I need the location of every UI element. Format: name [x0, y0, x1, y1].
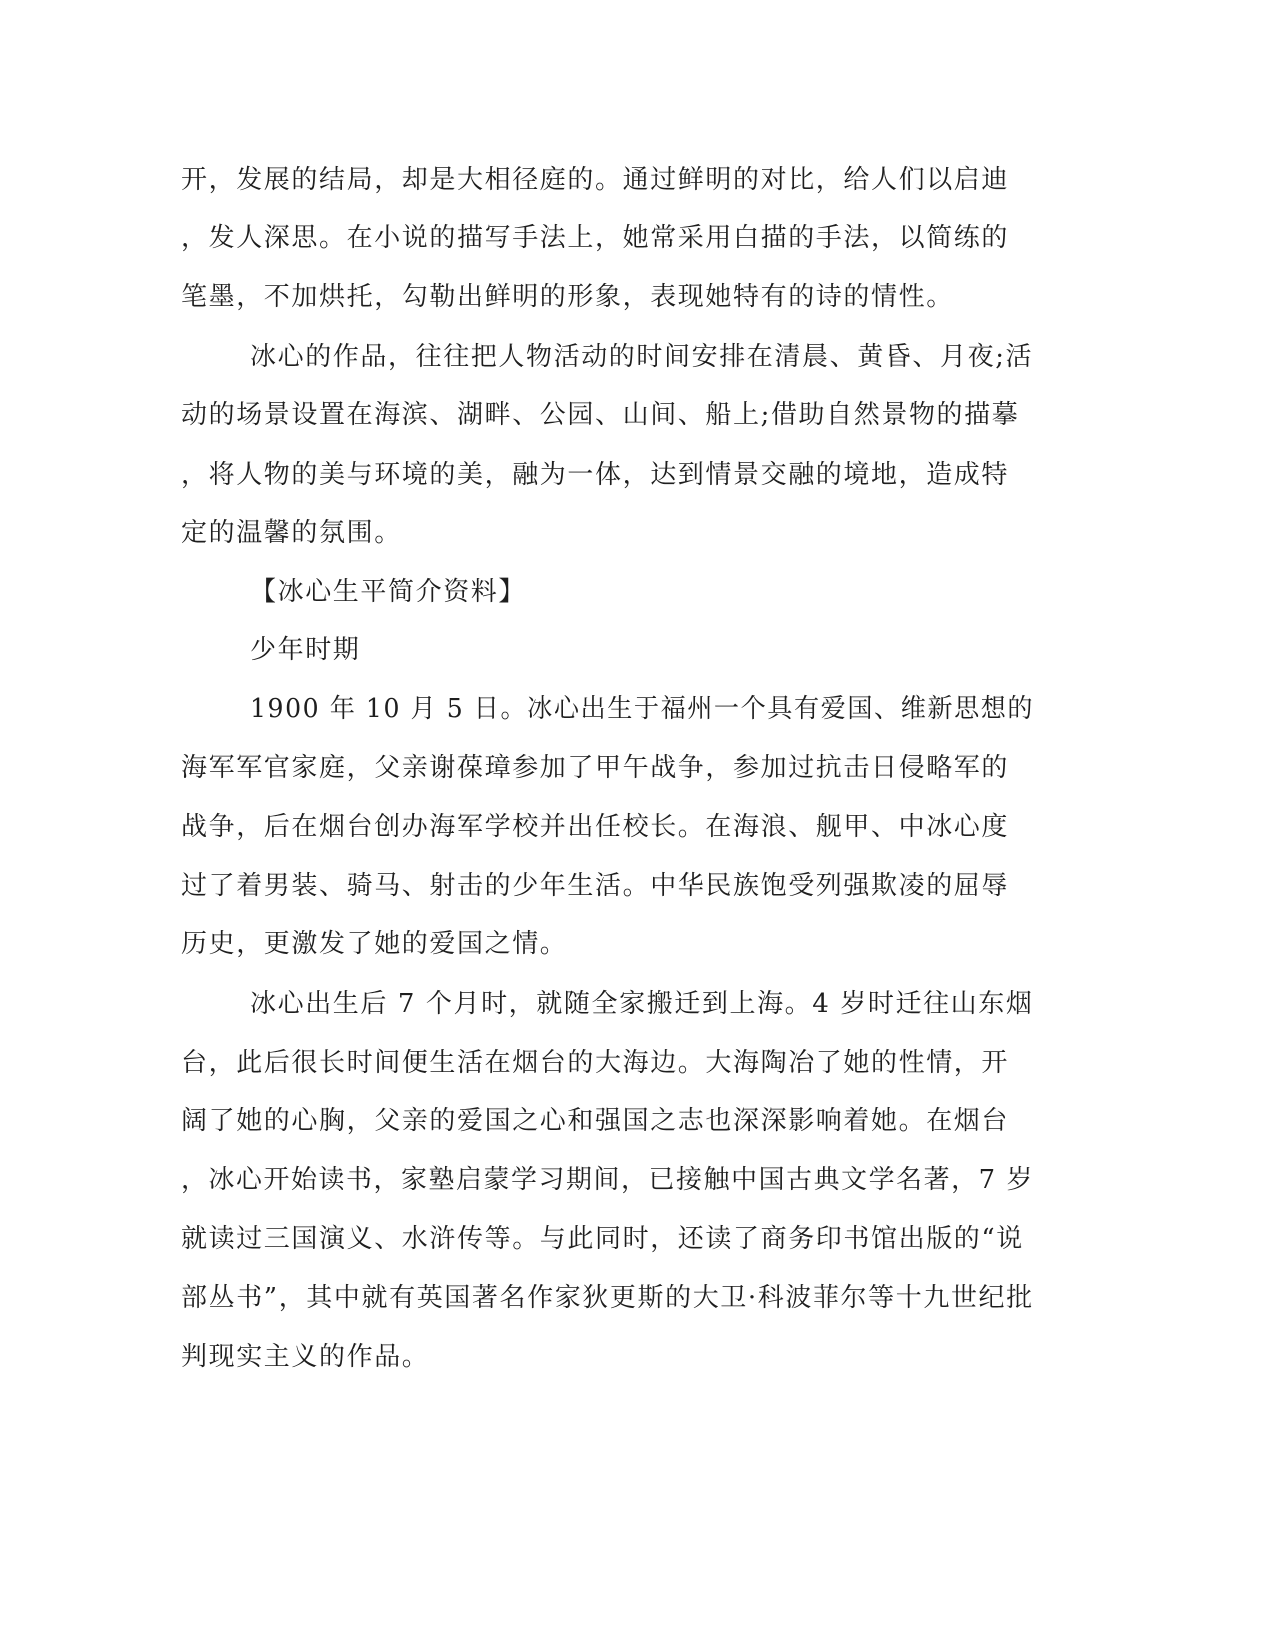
text-line-13: 过了着男装、骑马、射击的少年生活。中华民族饱受列强欺凌的屈辱: [181, 871, 1010, 901]
text-line-6: ，将人物的美与环境的美，融为一体，达到情景交融的境地，造成特: [181, 460, 1010, 490]
text-line-3: 笔墨，不加烘托，勾勒出鲜明的形象，表现她特有的诗的情性。: [181, 282, 954, 312]
text-line-12: 战争，后在烟台创办海军学校并出任校长。在海浪、舰甲、中冰心度: [181, 812, 1010, 842]
text-line-1: 开，发展的结局，却是大相径庭的。通过鲜明的对比，给人们以启迪: [181, 165, 1010, 195]
text-line-4: 冰心的作品，往往把人物活动的时间安排在清晨、黄昏、月夜;活: [250, 342, 1034, 372]
text-line-17: 阔了她的心胸，父亲的爱国之心和强国之志也深深影响着她。在烟台: [181, 1106, 1010, 1136]
text-line-14: 历史，更激发了她的爱国之情。: [181, 929, 568, 959]
text-line-11: 海军军官家庭，父亲谢葆璋参加了甲午战争，参加过抗击日侵略军的: [181, 753, 1010, 783]
text-line-21: 判现实主义的作品。: [181, 1342, 430, 1372]
text-line-2: ，发人深思。在小说的描写手法上，她常采用白描的手法，以简练的: [181, 223, 1010, 253]
subsection-heading: 少年时期: [250, 635, 361, 665]
text-line-7: 定的温馨的氛围。: [181, 518, 402, 548]
text-line-5: 动的场景设置在海滨、湖畔、公园、山间、船上;借助自然景物的描摹: [181, 400, 1020, 430]
text-line-20: 部丛书”，其中就有英国著名作家狄更斯的大卫·科波菲尔等十九世纪批: [181, 1283, 1034, 1313]
text-line-18: ，冰心开始读书，家塾启蒙学习期间，已接触中国古典文学名著，7 岁: [181, 1165, 1035, 1195]
text-line-15: 冰心出生后 7 个月时，就随全家搬迁到上海。4 岁时迁往山东烟: [250, 989, 1034, 1019]
text-line-19: 就读过三国演义、水浒传等。与此同时，还读了商务印书馆出版的“说: [181, 1224, 1024, 1254]
text-line-10: 1900 年 10 月 5 日。冰心出生于福州一个具有爱国、维新思想的: [250, 694, 1035, 724]
text-line-16: 台，此后很长时间便生活在烟台的大海边。大海陶冶了她的性情，开: [181, 1048, 1010, 1078]
section-heading: 【冰心生平简介资料】: [250, 577, 527, 607]
